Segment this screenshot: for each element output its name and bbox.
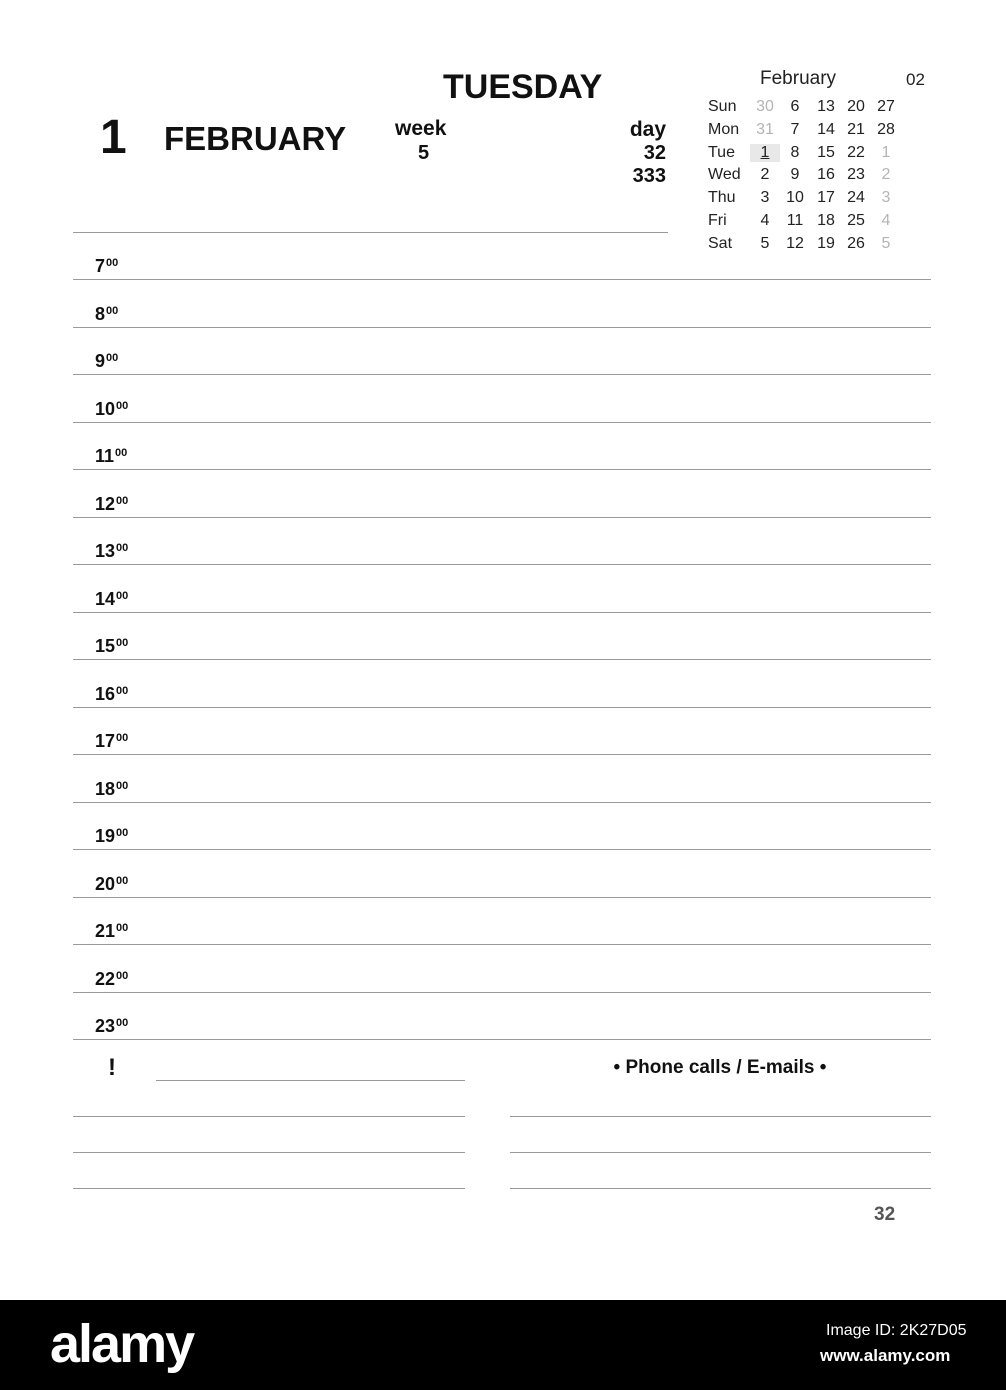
mini-calendar-date[interactable]: 5	[881, 234, 891, 252]
week-number: 5	[418, 142, 430, 164]
mini-calendar-weekday: Sat	[708, 234, 733, 252]
hour-minutes: 00	[116, 732, 129, 744]
mini-calendar-date[interactable]: 3	[881, 189, 891, 207]
hour-value: 11	[95, 446, 115, 466]
hour-minutes: 00	[116, 969, 129, 982]
day-of-year: 32	[643, 142, 666, 164]
month-name: FEBRUARY	[164, 120, 347, 157]
hour-line[interactable]	[73, 1039, 931, 1040]
hour-label	[95, 446, 127, 467]
phone-line[interactable]	[510, 1152, 931, 1153]
hour-value: 9	[95, 351, 106, 371]
hour-minutes: 00	[116, 399, 129, 412]
hour-label	[95, 589, 128, 610]
mini-calendar-date[interactable]: 9	[790, 166, 800, 184]
hour-minutes: 00	[106, 304, 119, 317]
mini-calendar-date[interactable]: 26	[847, 234, 865, 252]
mini-calendar-month-number: 02	[906, 70, 925, 89]
mini-calendar-weekday: Fri	[708, 212, 727, 229]
hour-label	[95, 1016, 128, 1037]
hour-label	[95, 826, 128, 847]
hour-value: 18	[95, 778, 116, 799]
mini-calendar-date[interactable]: 5	[760, 234, 770, 252]
hour-minutes: 00	[106, 352, 119, 364]
weekday-title: TUESDAY	[443, 68, 603, 106]
hour-line[interactable]	[73, 944, 931, 945]
hour-label	[95, 731, 128, 752]
mini-calendar-date[interactable]: 22	[847, 143, 865, 161]
mini-calendar-date[interactable]: 19	[817, 234, 835, 252]
note-line[interactable]	[73, 1152, 465, 1153]
mini-calendar-date[interactable]: 16	[817, 166, 835, 184]
hour-line[interactable]	[73, 327, 931, 328]
hour-minutes: 00	[116, 494, 129, 507]
hour-label	[95, 399, 128, 420]
hour-minutes: 00	[116, 684, 129, 697]
mini-calendar-date[interactable]: 23	[847, 166, 865, 184]
note-line[interactable]	[73, 1116, 465, 1117]
mini-calendar-weekday: Wed	[708, 166, 741, 184]
hour-value: 17	[95, 731, 116, 751]
phone-line[interactable]	[510, 1116, 931, 1117]
mini-calendar-date[interactable]: 20	[847, 98, 865, 115]
mini-calendar-date[interactable]: 25	[847, 212, 865, 229]
hour-line[interactable]	[73, 612, 931, 613]
phone-line[interactable]	[510, 1188, 931, 1189]
hour-value: 16	[95, 683, 116, 704]
hour-value: 13	[95, 541, 116, 561]
mini-calendar-weekday: Thu	[708, 189, 736, 207]
day-label: day	[629, 118, 666, 141]
mini-calendar-weekday: Mon	[708, 120, 740, 138]
hour-line[interactable]	[73, 992, 931, 993]
mini-calendar-date[interactable]: 27	[877, 98, 895, 115]
mini-calendar-date[interactable]: 7	[790, 120, 800, 138]
mini-calendar-weekday: Sun	[708, 98, 737, 115]
hour-label	[95, 541, 128, 562]
header-divider	[73, 232, 668, 233]
mini-calendar-date[interactable]: 30	[756, 98, 774, 115]
hour-line[interactable]	[73, 897, 931, 898]
hour-label	[95, 779, 128, 800]
mini-calendar-date[interactable]: 4	[881, 212, 891, 229]
mini-calendar-date[interactable]: 17	[817, 189, 835, 207]
mini-calendar-date[interactable]: 2	[881, 166, 891, 184]
hour-line[interactable]	[73, 802, 931, 803]
mini-calendar-today[interactable]: 1	[750, 144, 780, 162]
mini-calendar-date[interactable]: 1	[881, 143, 891, 161]
mini-calendar-date[interactable]: 2	[760, 166, 770, 184]
page-number: 32	[874, 1204, 896, 1225]
mini-calendar-date[interactable]: 8	[790, 143, 800, 161]
hour-minutes: 00	[106, 257, 119, 269]
mini-calendar-date[interactable]: 4	[760, 212, 770, 229]
hour-line[interactable]	[73, 469, 931, 470]
hour-line[interactable]	[73, 279, 931, 280]
mini-calendar-title: February	[760, 68, 837, 89]
hour-value: 19	[95, 826, 116, 846]
hour-line[interactable]	[73, 564, 931, 565]
mini-calendar-date[interactable]: 24	[847, 189, 865, 207]
hour-value: 10	[95, 398, 116, 419]
mini-calendar-date[interactable]: 28	[877, 120, 895, 138]
hour-minutes: 00	[116, 637, 129, 649]
hour-line[interactable]	[73, 659, 931, 660]
hour-value: 7	[95, 256, 106, 276]
hour-minutes: 00	[115, 447, 128, 459]
hour-value: 14	[95, 588, 116, 609]
mini-calendar-date[interactable]: 31	[756, 120, 774, 138]
mini-calendar-date[interactable]: 12	[786, 234, 804, 252]
alamy-logo: alamy	[50, 1314, 194, 1374]
note-line[interactable]	[73, 1188, 465, 1189]
hour-label	[95, 256, 118, 277]
hour-value: 22	[95, 968, 116, 989]
mini-calendar-date[interactable]: 18	[817, 212, 835, 229]
hour-minutes: 00	[116, 779, 129, 792]
hour-minutes: 00	[116, 922, 129, 934]
hour-label	[95, 494, 128, 515]
important-mark: !	[108, 1054, 116, 1081]
hour-line[interactable]	[73, 517, 931, 518]
mini-calendar-date[interactable]: 6	[790, 98, 800, 115]
hour-line[interactable]	[73, 422, 931, 423]
hour-label	[95, 636, 128, 657]
mini-calendar-date[interactable]: 3	[760, 189, 770, 207]
hour-value: 12	[95, 493, 116, 514]
hour-value: 15	[95, 636, 116, 656]
hour-label	[95, 921, 128, 942]
hour-value: 23	[95, 1016, 116, 1036]
image-id: Image ID: 2K27D05	[826, 1322, 967, 1339]
hour-line[interactable]	[73, 754, 931, 755]
hour-value: 8	[95, 303, 106, 324]
hour-label	[95, 351, 118, 372]
hour-minutes: 00	[116, 542, 129, 554]
day-number: 1	[100, 111, 127, 164]
mini-calendar-date[interactable]: 10	[786, 189, 804, 207]
mini-calendar-date[interactable]: 14	[817, 120, 835, 138]
hour-minutes: 00	[116, 589, 129, 602]
hour-label	[95, 874, 128, 895]
mini-calendar-date[interactable]: 13	[817, 98, 835, 115]
site-url: www.alamy.com	[820, 1346, 951, 1365]
hour-line[interactable]	[73, 374, 931, 375]
hour-label	[95, 969, 128, 990]
hour-minutes: 00	[116, 1017, 129, 1029]
hour-label	[95, 684, 128, 705]
hour-value: 20	[95, 873, 116, 894]
mini-calendar-date[interactable]: 15	[817, 143, 835, 161]
hour-line[interactable]	[73, 707, 931, 708]
hour-minutes: 00	[116, 874, 129, 887]
phone-calls-heading: • Phone calls / E-mails •	[613, 1057, 827, 1078]
mini-calendar-weekday: Tue	[708, 143, 735, 161]
week-label: week	[395, 117, 447, 140]
hour-label	[95, 304, 118, 325]
hour-line[interactable]	[73, 849, 931, 850]
mini-calendar-date[interactable]: 21	[847, 120, 865, 138]
mini-calendar-date[interactable]: 11	[786, 212, 804, 229]
note-line[interactable]	[156, 1080, 465, 1081]
hour-value: 21	[95, 921, 116, 941]
hour-minutes: 00	[116, 827, 129, 839]
days-remaining: 333	[632, 165, 666, 187]
